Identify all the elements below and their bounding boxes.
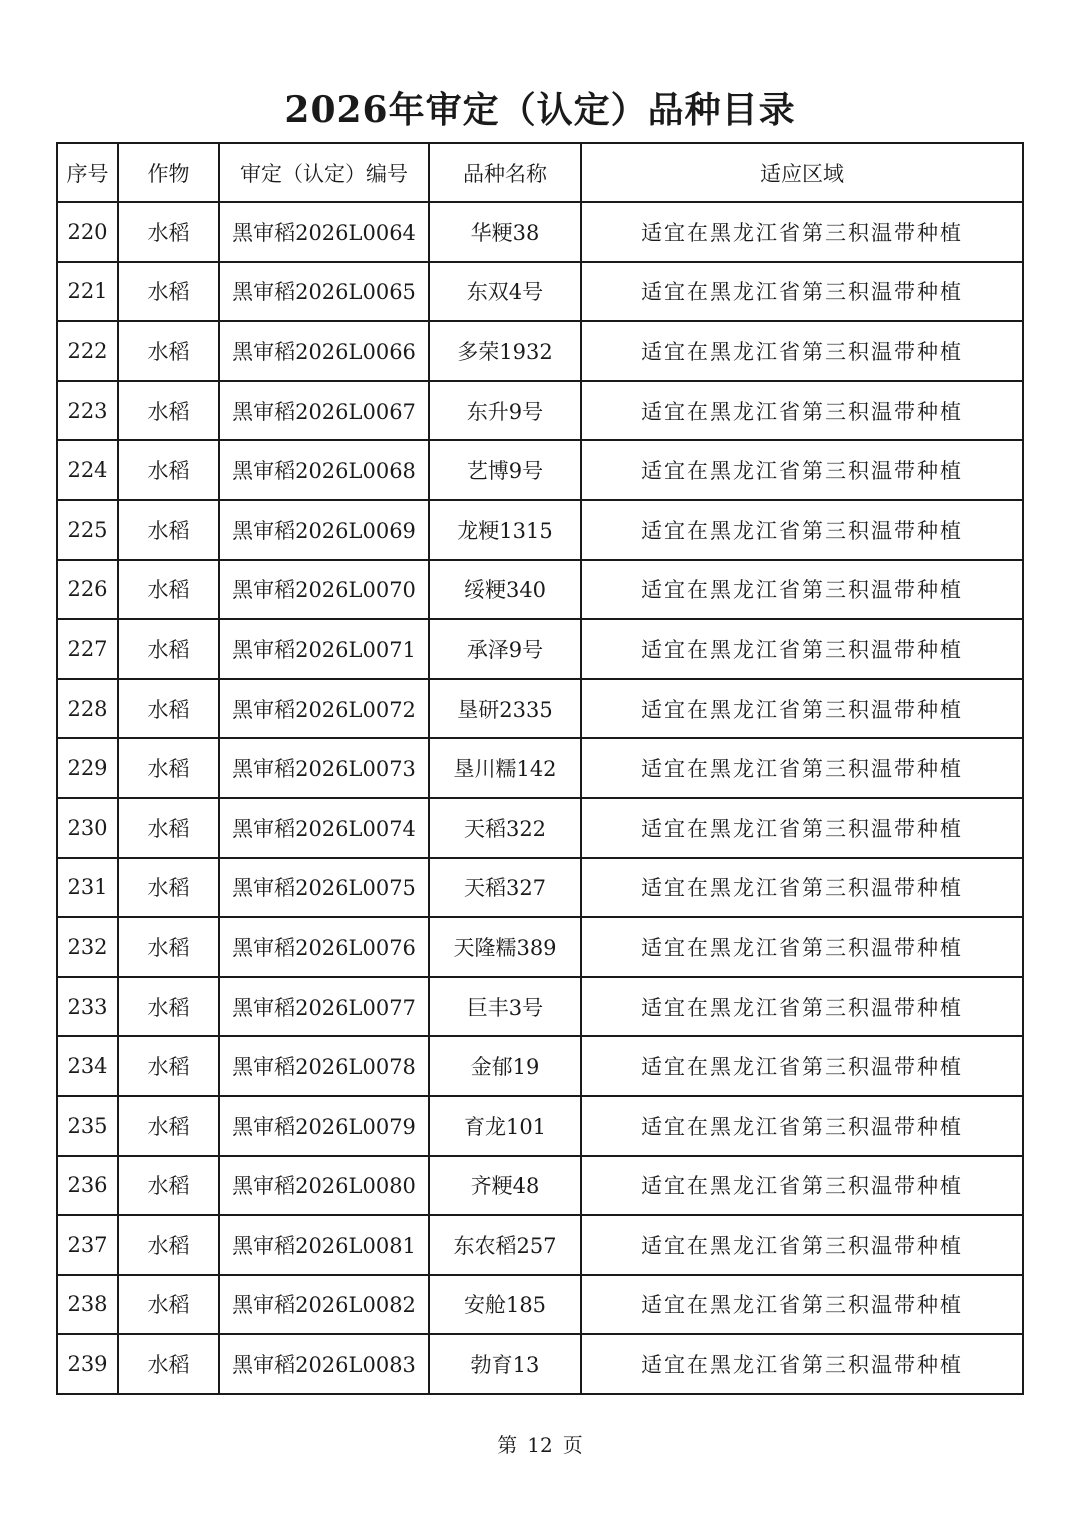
cell-variety-name: 巨丰3号 [429,977,581,1037]
table-row [57,262,1023,322]
cell-serial-number: 229 [57,738,118,798]
table-row [57,738,1023,798]
cell-crop: 水稻 [118,1334,219,1394]
cell-approval-number: 黑审稻2026L0078 [219,1036,429,1096]
cell-crop: 水稻 [118,1036,219,1096]
table-row [57,619,1023,679]
cell-crop: 水稻 [118,560,219,620]
cell-crop: 水稻 [118,977,219,1037]
cell-variety-name: 垦研2335 [429,679,581,739]
cell-approval-number: 黑审稻2026L0075 [219,858,429,918]
cell-approval-number: 黑审稻2026L0066 [219,321,429,381]
cell-variety-name: 绥粳340 [429,560,581,620]
cell-serial-number: 238 [57,1275,118,1335]
cell-adaptation-region: 适宜在黑龙江省第三积温带种植 [581,738,1023,798]
cell-variety-name: 天稻327 [429,858,581,918]
table-row [57,798,1023,858]
cell-variety-name: 育龙101 [429,1096,581,1156]
cell-approval-number: 黑审稻2026L0077 [219,977,429,1037]
cell-serial-number: 224 [57,440,118,500]
table-row [57,1334,1023,1394]
cell-adaptation-region: 适宜在黑龙江省第三积温带种植 [581,917,1023,977]
cell-serial-number: 237 [57,1215,118,1275]
cell-adaptation-region: 适宜在黑龙江省第三积温带种植 [581,381,1023,441]
cell-serial-number: 231 [57,858,118,918]
cell-crop: 水稻 [118,262,219,322]
cell-approval-number: 黑审稻2026L0074 [219,798,429,858]
cell-variety-name: 华粳38 [429,202,581,262]
cell-variety-name: 垦川糯142 [429,738,581,798]
table-row [57,1156,1023,1216]
table-row [57,1215,1023,1275]
cell-crop: 水稻 [118,1275,219,1335]
cell-crop: 水稻 [118,440,219,500]
cell-adaptation-region: 适宜在黑龙江省第三积温带种植 [581,619,1023,679]
table-row [57,1036,1023,1096]
variety-catalog-table [56,142,1024,1395]
table-row [57,500,1023,560]
cell-crop: 水稻 [118,917,219,977]
cell-variety-name: 承泽9号 [429,619,581,679]
cell-serial-number: 234 [57,1036,118,1096]
cell-variety-name: 龙粳1315 [429,500,581,560]
cell-adaptation-region: 适宜在黑龙江省第三积温带种植 [581,1275,1023,1335]
cell-crop: 水稻 [118,381,219,441]
cell-adaptation-region: 适宜在黑龙江省第三积温带种植 [581,798,1023,858]
cell-adaptation-region: 适宜在黑龙江省第三积温带种植 [581,1156,1023,1216]
cell-crop: 水稻 [118,798,219,858]
cell-variety-name: 东升9号 [429,381,581,441]
cell-serial-number: 236 [57,1156,118,1216]
header-adaptation-region: 适应区域 [581,143,1023,202]
cell-adaptation-region: 适宜在黑龙江省第三积温带种植 [581,1036,1023,1096]
cell-serial-number: 226 [57,560,118,620]
table-row [57,679,1023,739]
cell-variety-name: 天稻322 [429,798,581,858]
cell-adaptation-region: 适宜在黑龙江省第三积温带种植 [581,262,1023,322]
cell-variety-name: 齐粳48 [429,1156,581,1216]
cell-adaptation-region: 适宜在黑龙江省第三积温带种植 [581,560,1023,620]
cell-approval-number: 黑审稻2026L0083 [219,1334,429,1394]
page-number: 12 [527,1433,553,1457]
header-variety-name: 品种名称 [429,143,581,202]
cell-serial-number: 220 [57,202,118,262]
cell-approval-number: 黑审稻2026L0073 [219,738,429,798]
cell-adaptation-region: 适宜在黑龙江省第三积温带种植 [581,440,1023,500]
cell-approval-number: 黑审稻2026L0068 [219,440,429,500]
cell-approval-number: 黑审稻2026L0080 [219,1156,429,1216]
table-row [57,917,1023,977]
cell-variety-name: 天隆糯389 [429,917,581,977]
table-row [57,977,1023,1037]
cell-adaptation-region: 适宜在黑龙江省第三积温带种植 [581,500,1023,560]
cell-approval-number: 黑审稻2026L0082 [219,1275,429,1335]
table-row [57,321,1023,381]
cell-adaptation-region: 适宜在黑龙江省第三积温带种植 [581,202,1023,262]
cell-crop: 水稻 [118,202,219,262]
footer-suffix: 页 [562,1433,583,1457]
cell-variety-name: 东农稻257 [429,1215,581,1275]
cell-serial-number: 233 [57,977,118,1037]
cell-adaptation-region: 适宜在黑龙江省第三积温带种植 [581,679,1023,739]
table-row [57,1096,1023,1156]
page-footer [0,1430,1080,1460]
cell-serial-number: 239 [57,1334,118,1394]
cell-variety-name: 安舱185 [429,1275,581,1335]
table-row [57,381,1023,441]
cell-approval-number: 黑审稻2026L0079 [219,1096,429,1156]
cell-serial-number: 223 [57,381,118,441]
cell-serial-number: 230 [57,798,118,858]
cell-serial-number: 235 [57,1096,118,1156]
table-body [57,202,1023,1394]
cell-serial-number: 232 [57,917,118,977]
header-serial-number: 序号 [57,143,118,202]
cell-crop: 水稻 [118,738,219,798]
cell-adaptation-region: 适宜在黑龙江省第三积温带种植 [581,977,1023,1037]
cell-adaptation-region: 适宜在黑龙江省第三积温带种植 [581,1334,1023,1394]
table-row [57,202,1023,262]
table-row [57,858,1023,918]
cell-approval-number: 黑审稻2026L0070 [219,560,429,620]
cell-crop: 水稻 [118,500,219,560]
cell-approval-number: 黑审稻2026L0065 [219,262,429,322]
cell-crop: 水稻 [118,1096,219,1156]
table-row [57,1275,1023,1335]
cell-crop: 水稻 [118,1215,219,1275]
cell-variety-name: 勃育13 [429,1334,581,1394]
table-header-row [57,143,1023,202]
cell-crop: 水稻 [118,858,219,918]
cell-variety-name: 东双4号 [429,262,581,322]
cell-variety-name: 多荣1932 [429,321,581,381]
cell-variety-name: 艺博9号 [429,440,581,500]
header-crop: 作物 [118,143,219,202]
page-title: 2026年审定（认定）品种目录 [284,89,796,131]
cell-approval-number: 黑审稻2026L0069 [219,500,429,560]
cell-adaptation-region: 适宜在黑龙江省第三积温带种植 [581,321,1023,381]
footer-prefix: 第 [497,1433,518,1457]
cell-adaptation-region: 适宜在黑龙江省第三积温带种植 [581,858,1023,918]
table-row [57,560,1023,620]
cell-crop: 水稻 [118,679,219,739]
cell-crop: 水稻 [118,321,219,381]
cell-crop: 水稻 [118,1156,219,1216]
cell-serial-number: 228 [57,679,118,739]
cell-serial-number: 227 [57,619,118,679]
cell-approval-number: 黑审稻2026L0064 [219,202,429,262]
cell-approval-number: 黑审稻2026L0081 [219,1215,429,1275]
cell-approval-number: 黑审稻2026L0072 [219,679,429,739]
cell-adaptation-region: 适宜在黑龙江省第三积温带种植 [581,1096,1023,1156]
cell-crop: 水稻 [118,619,219,679]
cell-approval-number: 黑审稻2026L0076 [219,917,429,977]
cell-approval-number: 黑审稻2026L0067 [219,381,429,441]
table-row [57,440,1023,500]
cell-serial-number: 222 [57,321,118,381]
cell-approval-number: 黑审稻2026L0071 [219,619,429,679]
cell-variety-name: 金郁19 [429,1036,581,1096]
header-approval-number: 审定（认定）编号 [219,143,429,202]
cell-adaptation-region: 适宜在黑龙江省第三积温带种植 [581,1215,1023,1275]
cell-serial-number: 225 [57,500,118,560]
cell-serial-number: 221 [57,262,118,322]
